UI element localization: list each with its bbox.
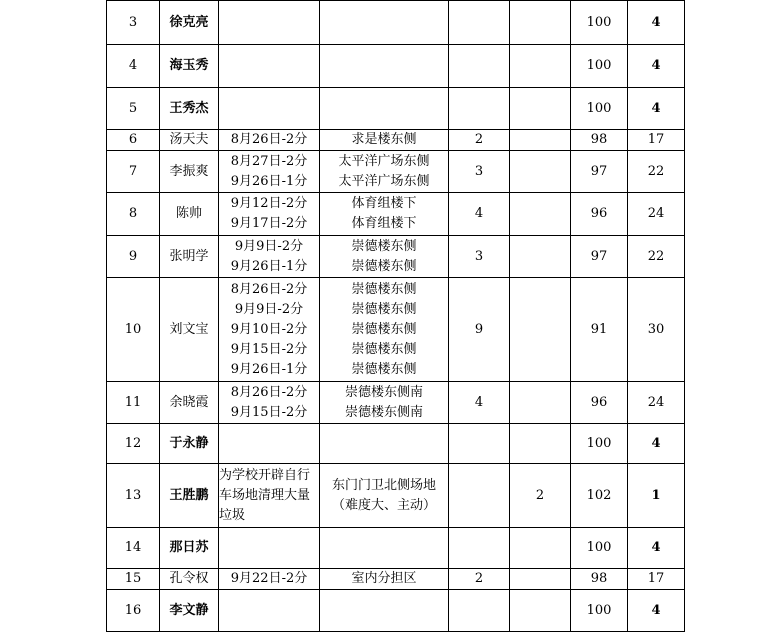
deduction-count: 9 (449, 278, 510, 382)
deduction-date: 8月26日-2分 (230, 281, 308, 297)
deduction-date: 9月22日-2分 (230, 571, 308, 586)
row-number: 3 (107, 1, 160, 45)
deduction-dates (219, 528, 320, 569)
deduction-places (320, 193, 449, 236)
row-number: 11 (107, 382, 160, 424)
row-number: 14 (107, 528, 160, 569)
deduction-date: 9月26日-1分 (230, 173, 308, 189)
deduction-places (320, 1, 449, 45)
rank: 4 (628, 528, 685, 569)
deduction-place: 崇德楼东侧 (351, 361, 417, 377)
person-name: 于永静 (160, 424, 219, 464)
row-number: 5 (107, 88, 160, 130)
rank: 4 (628, 590, 685, 632)
deduction-place: 崇德楼东侧南 (344, 384, 423, 400)
deduction-places (320, 236, 449, 278)
deduction-dates (219, 382, 320, 424)
deduction-count (449, 1, 510, 45)
bonus-points (510, 278, 571, 382)
person-name: 李文静 (160, 590, 219, 632)
person-name: 徐克亮 (160, 1, 219, 45)
deduction-places (320, 45, 449, 88)
deduction-count (449, 88, 510, 130)
score-table-body (107, 1, 685, 632)
deduction-date: 8月27日-2分 (230, 153, 308, 169)
row-number: 16 (107, 590, 160, 632)
deduction-date: 9月10日-2分 (230, 321, 308, 337)
person-name: 那日苏 (160, 528, 219, 569)
row-number: 10 (107, 278, 160, 382)
bonus-points (510, 45, 571, 88)
deduction-dates (219, 278, 320, 382)
deduction-place: 体育组楼下 (351, 196, 417, 211)
bonus-points (510, 528, 571, 569)
bonus-points (510, 236, 571, 278)
deduction-place: 崇德楼东侧 (351, 258, 417, 274)
table-row (107, 569, 685, 590)
deduction-date: 9月26日-1分 (230, 258, 308, 274)
deduction-dates (219, 1, 320, 45)
row-number: 13 (107, 464, 160, 528)
bonus-points (510, 590, 571, 632)
person-name: 刘文宝 (160, 278, 219, 382)
bonus-points (510, 193, 571, 236)
total-score: 100 (571, 590, 628, 632)
row-number: 4 (107, 45, 160, 88)
deduction-places (320, 382, 449, 424)
person-name: 李振爽 (160, 151, 219, 193)
person-name: 余晓霞 (160, 382, 219, 424)
deduction-place: 室内分担区 (351, 571, 417, 586)
deduction-count: 4 (449, 382, 510, 424)
deduction-count (449, 45, 510, 88)
rank: 4 (628, 424, 685, 464)
deduction-places (320, 130, 449, 151)
deduction-count (449, 590, 510, 632)
deduction-count: 3 (449, 236, 510, 278)
deduction-date: 9月9日-2分 (234, 301, 304, 317)
place-note-text: 东门门卫北侧场地（难度大、主动） (331, 477, 436, 513)
deduction-place: 崇德楼东侧 (351, 321, 417, 337)
deduction-place: 崇德楼东侧 (351, 238, 417, 254)
deduction-date: 8月26日-2分 (230, 132, 308, 147)
total-score: 100 (571, 528, 628, 569)
deduction-dates (219, 569, 320, 590)
deduction-date: 9月15日-2分 (230, 341, 308, 357)
bonus-points (510, 424, 571, 464)
bonus-points (510, 151, 571, 193)
deduction-count: 4 (449, 193, 510, 236)
bonus-points: 2 (510, 464, 571, 528)
deduction-places (320, 464, 449, 528)
person-name: 汤天夫 (160, 130, 219, 151)
person-name: 海玉秀 (160, 45, 219, 88)
rank: 17 (628, 130, 685, 151)
deduction-places (320, 590, 449, 632)
deduction-dates (219, 236, 320, 278)
deduction-dates (219, 88, 320, 130)
total-score: 97 (571, 151, 628, 193)
rank: 24 (628, 382, 685, 424)
deduction-dates (219, 464, 320, 528)
deduction-dates (219, 424, 320, 464)
deduction-places (320, 424, 449, 464)
bonus-points (510, 569, 571, 590)
deduction-dates (219, 590, 320, 632)
table-row (107, 1, 685, 45)
bonus-points (510, 88, 571, 130)
deduction-date: 9月15日-2分 (230, 404, 308, 420)
table-row (107, 382, 685, 424)
deduction-date: 9月26日-1分 (230, 361, 308, 377)
table-row (107, 151, 685, 193)
deduction-places (320, 278, 449, 382)
deduction-places (320, 151, 449, 193)
deduction-place: 崇德楼东侧 (351, 281, 417, 297)
table-row (107, 236, 685, 278)
row-number: 6 (107, 130, 160, 151)
table-row (107, 464, 685, 528)
deduction-dates (219, 45, 320, 88)
deduction-date: 9月9日-2分 (234, 238, 304, 254)
deduction-place: 体育组楼下 (351, 216, 417, 231)
person-name: 孔令权 (160, 569, 219, 590)
person-name: 陈帅 (160, 193, 219, 236)
bonus-points (510, 1, 571, 45)
total-score: 100 (571, 88, 628, 130)
deduction-places (320, 569, 449, 590)
person-name: 王胜鹏 (160, 464, 219, 528)
rank: 17 (628, 569, 685, 590)
rank: 30 (628, 278, 685, 382)
deduction-count (449, 528, 510, 569)
table-row (107, 424, 685, 464)
total-score: 98 (571, 569, 628, 590)
total-score: 100 (571, 1, 628, 45)
person-name: 张明学 (160, 236, 219, 278)
table-row (107, 528, 685, 569)
bonus-points (510, 382, 571, 424)
rank: 1 (628, 464, 685, 528)
table-row (107, 45, 685, 88)
row-number: 15 (107, 569, 160, 590)
table-row (107, 130, 685, 151)
deduction-place: 求是楼东侧 (351, 132, 417, 147)
deduction-count: 2 (449, 569, 510, 590)
total-score: 91 (571, 278, 628, 382)
score-table (106, 0, 685, 632)
deduction-date: 9月12日-2分 (230, 196, 308, 211)
deduction-dates (219, 151, 320, 193)
table-row (107, 590, 685, 632)
rank: 4 (628, 45, 685, 88)
rank: 22 (628, 151, 685, 193)
table-row (107, 193, 685, 236)
total-score: 100 (571, 424, 628, 464)
rank: 22 (628, 236, 685, 278)
note-text: 为学校开辟自行车场地清理大量垃圾 (219, 467, 311, 523)
rank: 24 (628, 193, 685, 236)
deduction-count: 3 (449, 151, 510, 193)
total-score: 98 (571, 130, 628, 151)
deduction-place: 崇德楼东侧南 (344, 404, 423, 420)
deduction-place: 太平洋广场东侧 (338, 173, 430, 189)
total-score: 100 (571, 45, 628, 88)
deduction-place: 太平洋广场东侧 (338, 153, 430, 169)
deduction-place: 崇德楼东侧 (351, 301, 417, 317)
deduction-places (320, 88, 449, 130)
deduction-dates (219, 130, 320, 151)
deduction-count (449, 464, 510, 528)
rank: 4 (628, 1, 685, 45)
deduction-places (320, 528, 449, 569)
deduction-dates (219, 193, 320, 236)
total-score: 102 (571, 464, 628, 528)
row-number: 9 (107, 236, 160, 278)
person-name: 王秀杰 (160, 88, 219, 130)
total-score: 97 (571, 236, 628, 278)
deduction-place: 崇德楼东侧 (351, 341, 417, 357)
deduction-date: 8月26日-2分 (230, 384, 308, 400)
row-number: 12 (107, 424, 160, 464)
table-row (107, 88, 685, 130)
deduction-count: 2 (449, 130, 510, 151)
table-row (107, 278, 685, 382)
row-number: 7 (107, 151, 160, 193)
deduction-date: 9月17日-2分 (230, 216, 308, 231)
deduction-count (449, 424, 510, 464)
bonus-points (510, 130, 571, 151)
rank: 4 (628, 88, 685, 130)
total-score: 96 (571, 382, 628, 424)
total-score: 96 (571, 193, 628, 236)
row-number: 8 (107, 193, 160, 236)
